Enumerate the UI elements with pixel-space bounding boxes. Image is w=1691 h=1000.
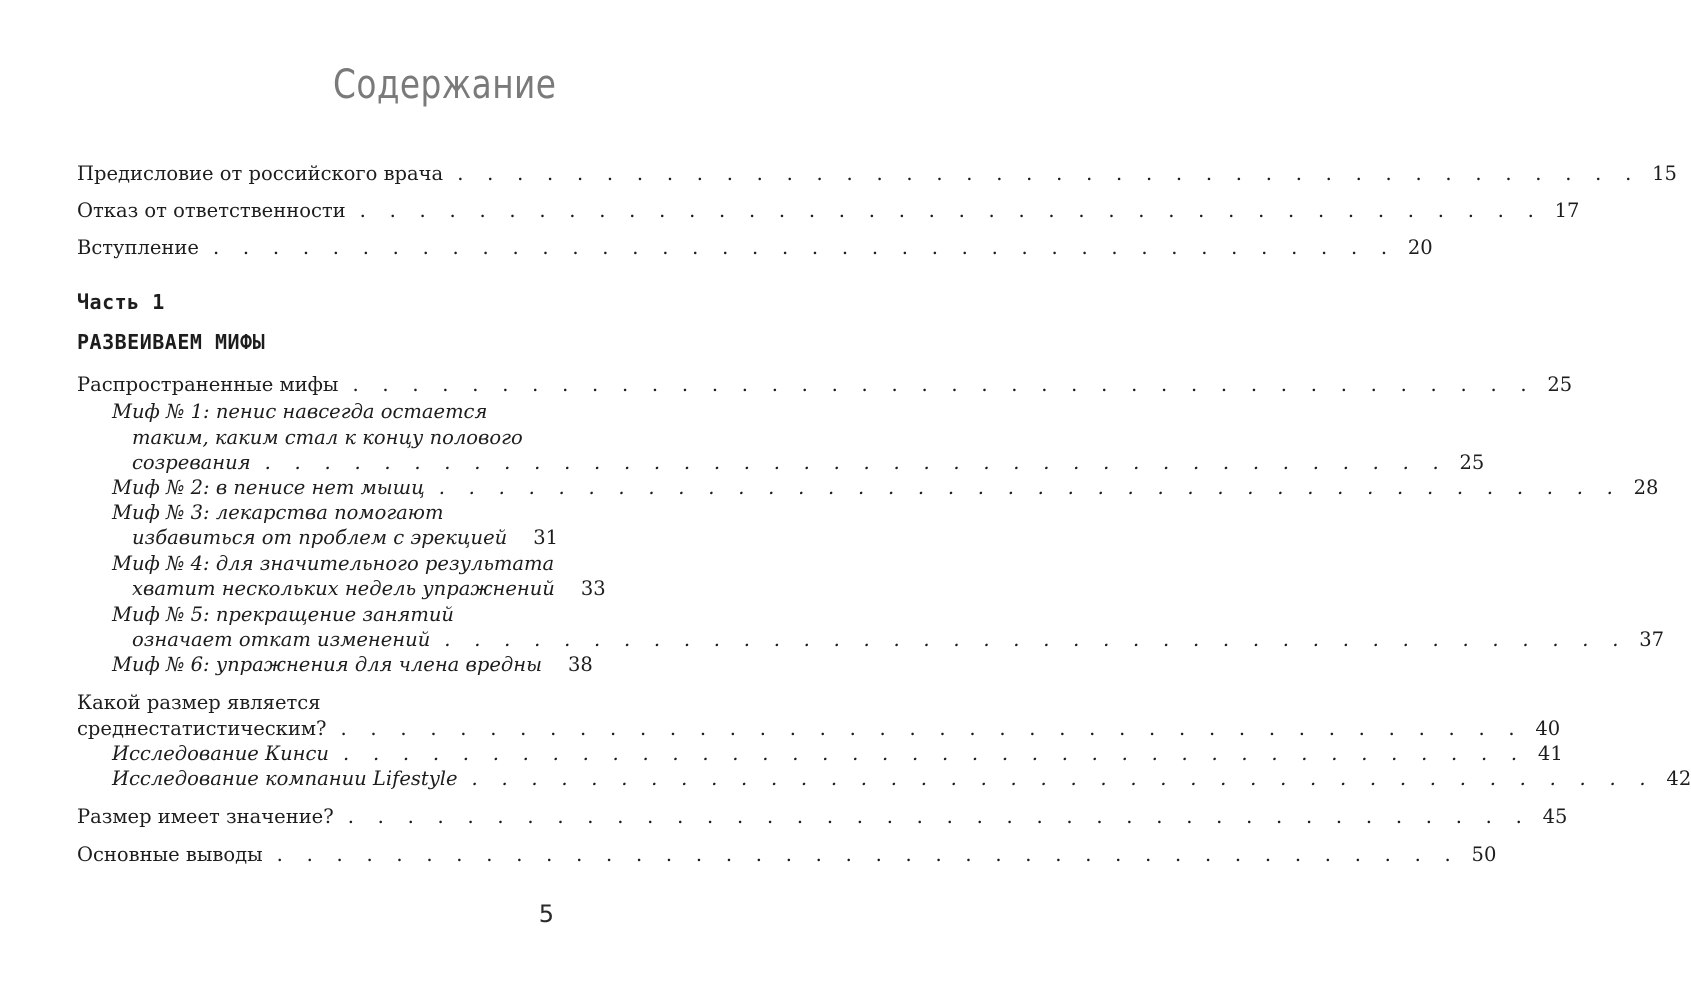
toc-entry-page: 42 (1666, 767, 1691, 790)
dot-leader: . . . . . . . . . . . . . . . . . . . . . . . . . . . . . . . . . . . . . . . . (343, 742, 1526, 765)
toc-entry-page: 33 (580, 577, 606, 600)
toc-entry-label: Отказ от ответственности (77, 199, 346, 222)
dot-leader: . . . . . . . . . . . . . . . . . . . . . . . . . . . . . . . . . . . . . . . . (340, 717, 1524, 740)
dot-leader: . . . . . . . . . . . . . . . . . . . . . . . . . . . . . . . . . . . . . . . . (212, 236, 1396, 259)
toc-entry-myth-4-line-1[interactable]: Миф № 4: для значительного результата (112, 552, 555, 575)
page-title: Содержание (332, 62, 556, 108)
toc-entry-foreword[interactable] (77, 161, 1677, 187)
toc-entry-page: 40 (1535, 717, 1561, 740)
dot-leader: . . . . . . . . . . . . . . . . . . . . . . . . . . . . . . . . . . . . . . . . (276, 843, 1460, 866)
toc-entry-myth-1-line-2[interactable]: таким, каким стал к концу полового (132, 426, 523, 449)
part-title: РАЗВЕИВАЕМ МИФЫ (77, 330, 266, 354)
toc-entry-label: среднестатистическим? (77, 717, 327, 740)
toc-entry-myth-1-line-1[interactable]: Миф № 1: пенис навсегда остается (112, 400, 488, 423)
toc-entry-myth-3-line-1[interactable]: Миф № 3: лекарства помогают (112, 501, 444, 524)
dot-leader: . . . . . . . . . . . . . . . . . . . . . . . . . . . . . . . . . . . . . . . . (347, 805, 1531, 828)
toc-entry-disclaimer[interactable] (77, 198, 1580, 224)
page-number: 5 (538, 900, 554, 928)
toc-entry-page: 15 (1652, 162, 1677, 185)
toc-entry-page: 31 (533, 526, 559, 549)
toc-entry-page: 25 (1459, 451, 1485, 474)
toc-entry-size-matters[interactable] (77, 804, 1568, 830)
toc-entry-label: Вступление (77, 236, 199, 259)
toc-entry-myth-6[interactable] (112, 652, 593, 678)
dot-leader: . . . . . . . . . . . . . . . . . . . . . . . . . . . . . . . . . . . . . . . . (471, 767, 1655, 790)
toc-entry-label: хватит нескольких недель упражнений (132, 577, 555, 600)
toc-entry-label: Основные выводы (77, 843, 263, 866)
part-number: Часть 1 (77, 290, 165, 314)
toc-entry-average-size[interactable] (77, 716, 1561, 742)
toc-entry-label: Исследование компании Lifestyle (112, 767, 458, 790)
toc-entry-page: 37 (1639, 628, 1665, 651)
toc-entry-kinsey-study[interactable] (112, 741, 1563, 767)
toc-entry-label: Миф № 2: в пенисе нет мышц (112, 476, 425, 499)
toc-entry-introduction[interactable] (77, 235, 1433, 261)
toc-entry-label: Предисловие от российского врача (77, 162, 444, 185)
toc-entry-label: Миф № 6: упражнения для члена вредны (112, 653, 542, 676)
toc-entry-page: 38 (567, 653, 593, 676)
toc-entry-label: избавиться от проблем с эрекцией (132, 526, 508, 549)
dot-leader: . . . . . . . . . . . . . . . . . . . . . . . . . . . . . . . . . . . . . . . . (352, 373, 1536, 396)
dot-leader: . . . . . . . . . . . . . . . . . . . . . . . . . . . . . . . . . . . . . . . . (359, 199, 1543, 222)
dot-leader: . . . . . . . . . . . . . . . . . . . . . . . . . . . . . . . . . . . . . . . . (264, 451, 1448, 474)
toc-entry-label: означает откат изменений (132, 628, 431, 651)
toc-entry-lifestyle-study[interactable] (112, 766, 1691, 792)
toc-entry-label: Исследование Кинси (112, 742, 329, 765)
toc-entry-label: созревания (132, 451, 251, 474)
toc-entry-page: 17 (1554, 199, 1580, 222)
toc-entry-label: Размер имеет значение? (77, 805, 334, 828)
toc-entry-myth-3[interactable] (132, 525, 559, 551)
toc-entry-myth-2[interactable] (112, 475, 1659, 501)
toc-entry-page: 41 (1537, 742, 1563, 765)
toc-entry-myth-5[interactable] (132, 627, 1665, 653)
toc-entry-average-size-line-1[interactable]: Какой размер является (77, 691, 321, 714)
toc-entry-myth-1[interactable] (132, 450, 1485, 476)
toc-entry-page: 20 (1407, 236, 1433, 259)
dot-leader: . . . . . . . . . . . . . . . . . . . . . . . . . . . . . . . . . . . . . . . . (438, 476, 1622, 499)
toc-entry-page: 28 (1633, 476, 1659, 499)
dot-leader: . . . . . . . . . . . . . . . . . . . . . . . . . . . . . . . . . . . . . . . . (457, 162, 1641, 185)
toc-entry-page: 25 (1547, 373, 1573, 396)
toc-entry-myth-5-line-1[interactable]: Миф № 5: прекращение занятий (112, 603, 454, 626)
toc-entry-label: Распространенные мифы (77, 373, 339, 396)
toc-entry-page: 45 (1542, 805, 1568, 828)
toc-entry-myth-4[interactable] (132, 576, 606, 602)
toc-entry-page: 50 (1471, 843, 1497, 866)
dot-leader: . . . . . . . . . . . . . . . . . . . . . . . . . . . . . . . . . . . . . . . . (444, 628, 1628, 651)
toc-entry-common-myths[interactable] (77, 372, 1573, 398)
toc-entry-conclusions[interactable] (77, 842, 1497, 868)
